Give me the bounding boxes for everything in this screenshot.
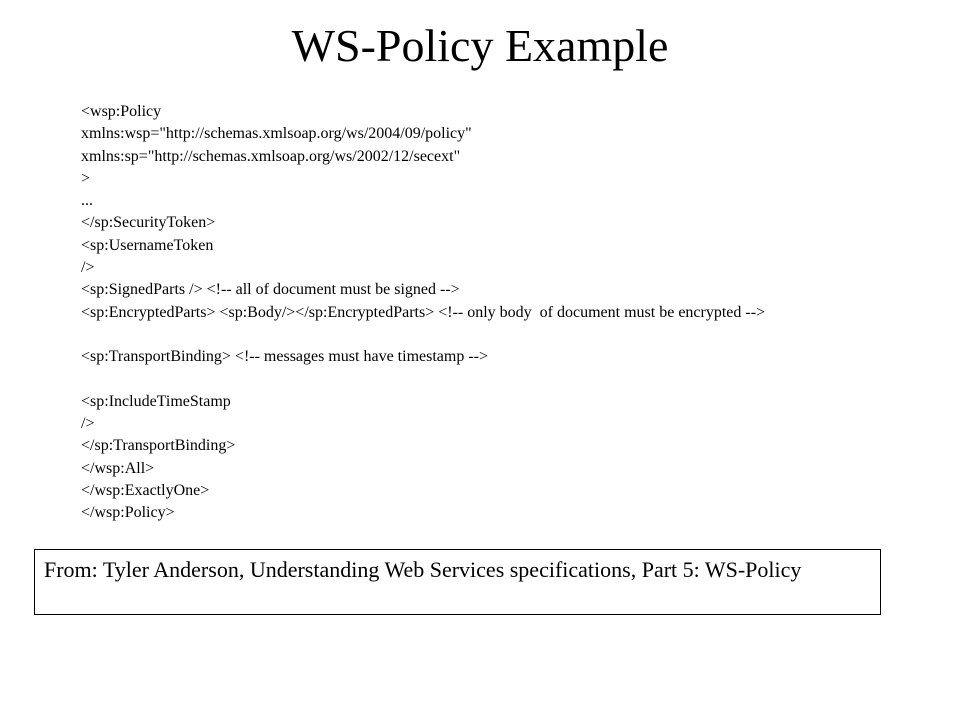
citation-box xyxy=(34,549,881,615)
code-line: <sp:UsernameToken xyxy=(81,236,214,254)
code-line: xmlns:wsp="http://schemas.xmlsoap.org/ws/2004/09/policy" xyxy=(81,125,472,143)
code-line: > xyxy=(81,169,91,187)
code-line: </wsp:ExactlyOne> xyxy=(81,482,210,500)
code-line xyxy=(81,324,941,346)
code-line: /> xyxy=(81,415,95,433)
code-line: </wsp:All> xyxy=(81,459,155,477)
code-line: ... xyxy=(81,192,93,210)
code-line: <sp:EncryptedParts> <sp:Body/></sp:EncryptedParts> <!-- only body of document must be encrypted --> xyxy=(81,303,766,321)
code-line: xmlns:sp="http://schemas.xmlsoap.org/ws/2002/12/secext" xyxy=(81,147,461,165)
code-line: </sp:TransportBinding> xyxy=(81,437,236,455)
citation-text: From: Tyler Anderson, Understanding Web Services specifications, Part 5: WS-Policy xyxy=(44,557,802,582)
code-line: <sp:IncludeTimeStamp xyxy=(81,392,231,410)
code-line: </sp:SecurityToken> xyxy=(81,214,216,232)
code-line xyxy=(81,369,941,391)
code-line: </wsp:Policy> xyxy=(81,504,175,522)
policy-code-block xyxy=(81,101,941,525)
code-line: <sp:SignedParts /> <!-- all of document must be signed --> xyxy=(81,281,460,299)
code-line: <wsp:Policy xyxy=(81,103,162,120)
code-line: <sp:TransportBinding> <!-- messages must have timestamp --> xyxy=(81,348,489,366)
slide-title: WS-Policy Example xyxy=(291,20,669,71)
code-line: /> xyxy=(81,259,95,277)
